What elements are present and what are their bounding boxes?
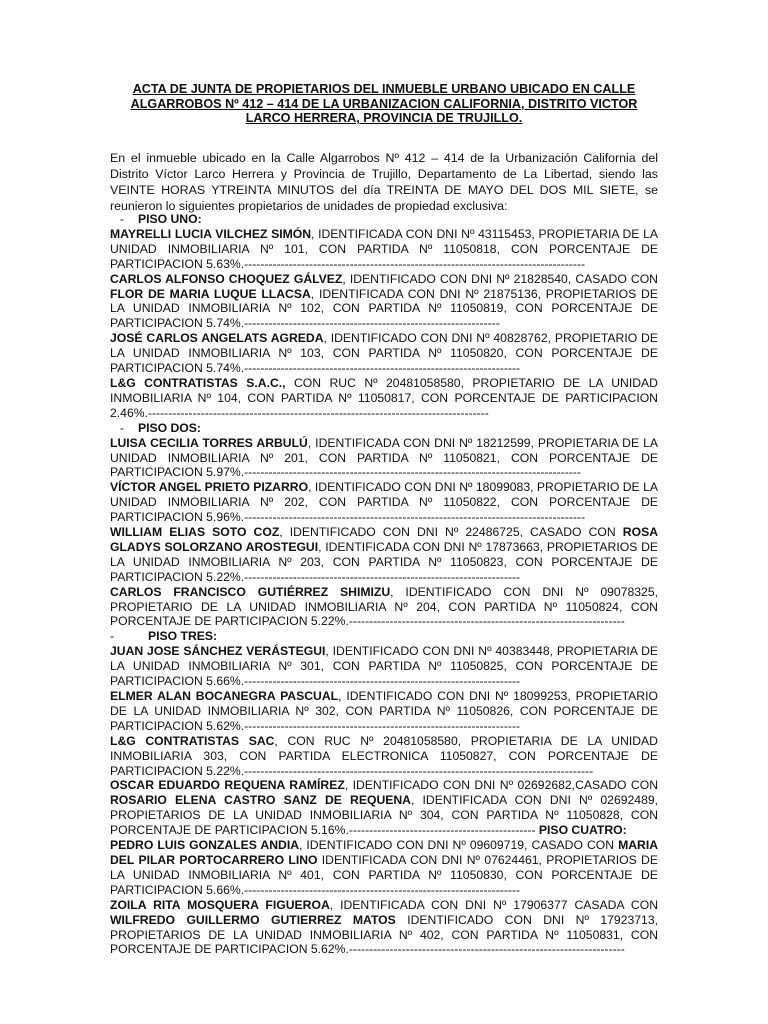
- owner-name: CARLOS ALFONSO CHOQUEZ GÁLVEZ: [110, 271, 343, 286]
- owner-name: L&G CONTRATISTAS SAC: [110, 733, 275, 748]
- owner-entry: PEDRO LUIS GONZALES ANDIA, IDENTIFICADO CON DNI Nº 09609719, CASADO CON MARIA DEL PILAR PORTOCARRERO LINO IDENTIFICADA CON DNI Nº 07624461, PROPIETARIOS DE LA UNIDAD INMOBILIARIA Nº 401, CON PARTIDA Nº 11050830, CON PORCENTAJE DE PARTICIPACION 5.66%.--------------------------------------------------------------------: [110, 838, 659, 897]
- co-owner-name: MARIA DEL PILAR PORTOCARRERO LINO: [110, 838, 659, 867]
- title-line-2: ALGARROBOS Nº 412 – 414 DE LA URBANIZACION CALIFORNIA, DISTRITO VICTOR: [130, 96, 638, 111]
- owner-entry: CARLOS ALFONSO CHOQUEZ GÁLVEZ, IDENTIFICADO CON DNI Nº 21828540, CASADO CON FLOR DE MARIA LUQUE LLACSA, IDENTIFICADA CON DNI Nº 21875136, PROPIETARIOS DE LA UNIDAD INMOBILIARIA Nº 102, CON PARTIDA Nº 11050819, CON PORCENTAJE DE PARTICIPACION 5.74%.---------------------------------------------------------------: [110, 271, 658, 331]
- owner-entry: LUISA CECILIA TORRES ARBULÚ, IDENTIFICADA CON DNI Nº 18212599, PROPIETARIA DE LA UNIDAD INMOBILIARIA Nº 201, CON PARTIDA Nº 11050821, CON PORCENTAJE DE PARTICIPACION 5.97%.-----------------------------------------------------------------------------------: [110, 435, 658, 480]
- owner-entry: JUAN JOSE SÁNCHEZ VERÁSTEGUI, IDENTIFICADO CON DNI Nº 40383448, PROPIETARIA DE LA UNIDAD INMOBILIARIA Nº 301, CON PARTIDA Nº 11050825, CON PORCENTAJE DE PARTICIPACION 5.66%.--------------------------------------------------------------------: [110, 644, 658, 689]
- floor-heading-dos: - PISO DOS:: [120, 420, 201, 435]
- owner-entry: MAYRELLI LUCIA VILCHEZ SIMÓN, IDENTIFICADA CON DNI Nº 43115453, PROPIETARIA DE LA UNIDAD INMOBILIARIA Nº 101, CON PARTIDA Nº 11050818, CON PORCENTAJE DE PARTICIPACION 5.63%.------------------------------------------------------------------------------------: [110, 226, 658, 271]
- title-line-3: LARCO HERRERA, PROVINCIA DE TRUJILLO.: [245, 111, 523, 126]
- owner-entry: ZOILA RITA MOSQUERA FIGUEROA, IDENTIFICADA CON DNI Nº 17906377 CASADA CON WILFREDO GUILLERMO GUTIERREZ MATOS IDENTIFICADO CON DNI Nº 17923713, PROPIETARIOS DE LA UNIDAD INMOBILIARIA Nº 402, CON PARTIDA Nº 11050831, CON PORCENTAJE DE PARTICIPACION 5.62%.--------------------------------------------------------------------: [110, 897, 658, 957]
- owner-name: CARLOS FRANCISCO GUTIÉRREZ SHIMIZU: [110, 584, 391, 599]
- owner-name: WILLIAM ELIAS SOTO COZ: [110, 525, 280, 540]
- owner-name: PEDRO LUIS GONZALES ANDIA: [110, 838, 300, 853]
- owner-name: JOSÉ CARLOS ANGELATS AGREDA: [110, 331, 324, 346]
- co-owner-name: FLOR DE MARIA LUQUE LLACSA: [110, 286, 311, 301]
- owner-entry: VÍCTOR ANGEL PRIETO PIZARRO, IDENTIFICADO CON DNI Nº 18099083, PROPIETARIO DE LA UNIDAD INMOBILIARIA Nº 202, CON PARTIDA Nº 11050822, CON PORCENTAJE DE PARTICIPACION 5.96%.------------------------------------------------------------------------------------: [110, 480, 658, 525]
- owner-name: OSCAR EDUARDO REQUENA RAMÍREZ: [110, 778, 345, 793]
- owner-name: ZOILA RITA MOSQUERA FIGUEROA: [110, 897, 330, 912]
- floor-heading-tres: - PISO TRES:: [110, 629, 218, 644]
- owner-entry: JOSÉ CARLOS ANGELATS AGREDA, IDENTIFICADO CON DNI Nº 40828762, PROPIETARIO DE LA UNIDAD INMOBILIARIA Nº 103, CON PARTIDA Nº 11050820, CON PORCENTAJE DE PARTICIPACION 5.74%.--------------------------------------------------------------------: [110, 331, 658, 376]
- title-line-1: ACTA DE JUNTA DE PROPIETARIOS DEL INMUEBLE URBANO UBICADO EN CALLE: [132, 82, 636, 96]
- owner-entry: L&G CONTRATISTAS SAC, CON RUC Nº 20481058580, PROPIETARIA DE LA UNIDAD INMOBILIARIA 303, CON PARTIDA ELECTRONICA 11050827, CON PORCENTAJE DE PARTICIPACION 5.22%.--------------------------------------------------------------------------------------: [110, 733, 658, 778]
- floor-heading-cuatro: PISO CUATRO:: [538, 823, 627, 838]
- owner-name: ELMER ALAN BOCANEGRA PASCUAL: [110, 689, 339, 703]
- owner-entry: WILLIAM ELIAS SOTO COZ, IDENTIFICADO CON DNI Nº 22486725, CASADO CON ROSA GLADYS SOLORZANO AROSTEGUI, IDENTIFICADA CON DNI Nº 17873663, PROPIETARIOS DE LA UNIDAD INMOBILIARIA Nº 203, CON PARTIDA Nº 11050823, CON PORCENTAJE DE PARTICIPACION 5.22%.--------------------------------------------------------------------: [110, 525, 658, 584]
- owner-name: MAYRELLI LUCIA VILCHEZ SIMÓN: [110, 226, 312, 241]
- owner-name: VÍCTOR ANGEL PRIETO PIZARRO: [110, 480, 309, 495]
- co-owner-name: ROSA GLADYS SOLORZANO AROSTEGUI: [110, 525, 658, 554]
- co-owner-name: ROSARIO ELENA CASTRO SANZ DE REQUENA: [110, 793, 411, 808]
- owner-entry: OSCAR EDUARDO REQUENA RAMÍREZ, IDENTIFICADO CON DNI Nº 02692682,CASADO CON ROSARIO ELENA CASTRO SANZ DE REQUENA, IDENTIFICADA CON DNI Nº 02692489, PROPIETARIOS DE LA UNIDAD INMOBILIARIA Nº 304, CON PARTIDA Nº 11050828, CON PORCENTAJE DE PARTICIPACION 5.16%.---------------------------------------------- PISO CUATRO:: [110, 778, 659, 838]
- owner-name: JUAN JOSE SÁNCHEZ VERÁSTEGUI: [110, 644, 326, 659]
- owner-name: LUISA CECILIA TORRES ARBULÚ: [110, 435, 308, 450]
- intro-paragraph: En el inmueble ubicado en la Calle Algarrobos Nº 412 – 414 de la Urbanización California del Distrito Víctor Larco Herrera y Provincia de Trujillo, Departamento de La Libertad, siendo las VEINTE HORAS YTREINTA MINUTOS del día TREINTA DE MAYO DEL DOS MIL SIETE, se reunieron lo siguientes propietarios de unidades de propiedad exclusiva:: [110, 151, 658, 213]
- owner-entry: L&G CONTRATISTAS S.A.C., CON RUC Nº 20481058580, PROPIETARIO DE LA UNIDAD INMOBILIARIA Nº 104, CON PARTIDA Nº 11050817, CON PORCENTAJE DE PARTICIPACION 2.46%.------------------------------------------------------------------------------------: [110, 375, 658, 420]
- owner-entry: ELMER ALAN BOCANEGRA PASCUAL, IDENTIFICADO CON DNI Nº 18099253, PROPIETARIO DE LA UNIDAD INMOBILIARIA Nº 302, CON PARTIDA Nº 11050826, CON PORCENTAJE DE PARTICIPACION 5.62%.--------------------------------------------------------------------: [110, 689, 658, 733]
- owner-entry: CARLOS FRANCISCO GUTIÉRREZ SHIMIZU, IDENTIFICADO CON DNI Nº 09078325, PROPIETARIO DE LA UNIDAD INMOBILIARIA Nº 204, CON PARTIDA Nº 11050824, CON PORCENTAJE DE PARTICIPACION 5.22%.--------------------------------------------------------------------: [110, 584, 658, 629]
- co-owner-name: WILFREDO GUILLERMO GUTIERREZ MATOS: [110, 912, 396, 927]
- document-title: [110, 82, 658, 126]
- owners-list: [110, 212, 658, 957]
- owner-name: L&G CONTRATISTAS S.A.C.,: [110, 375, 286, 390]
- floor-heading-uno: - PISO UNO:: [120, 212, 202, 226]
